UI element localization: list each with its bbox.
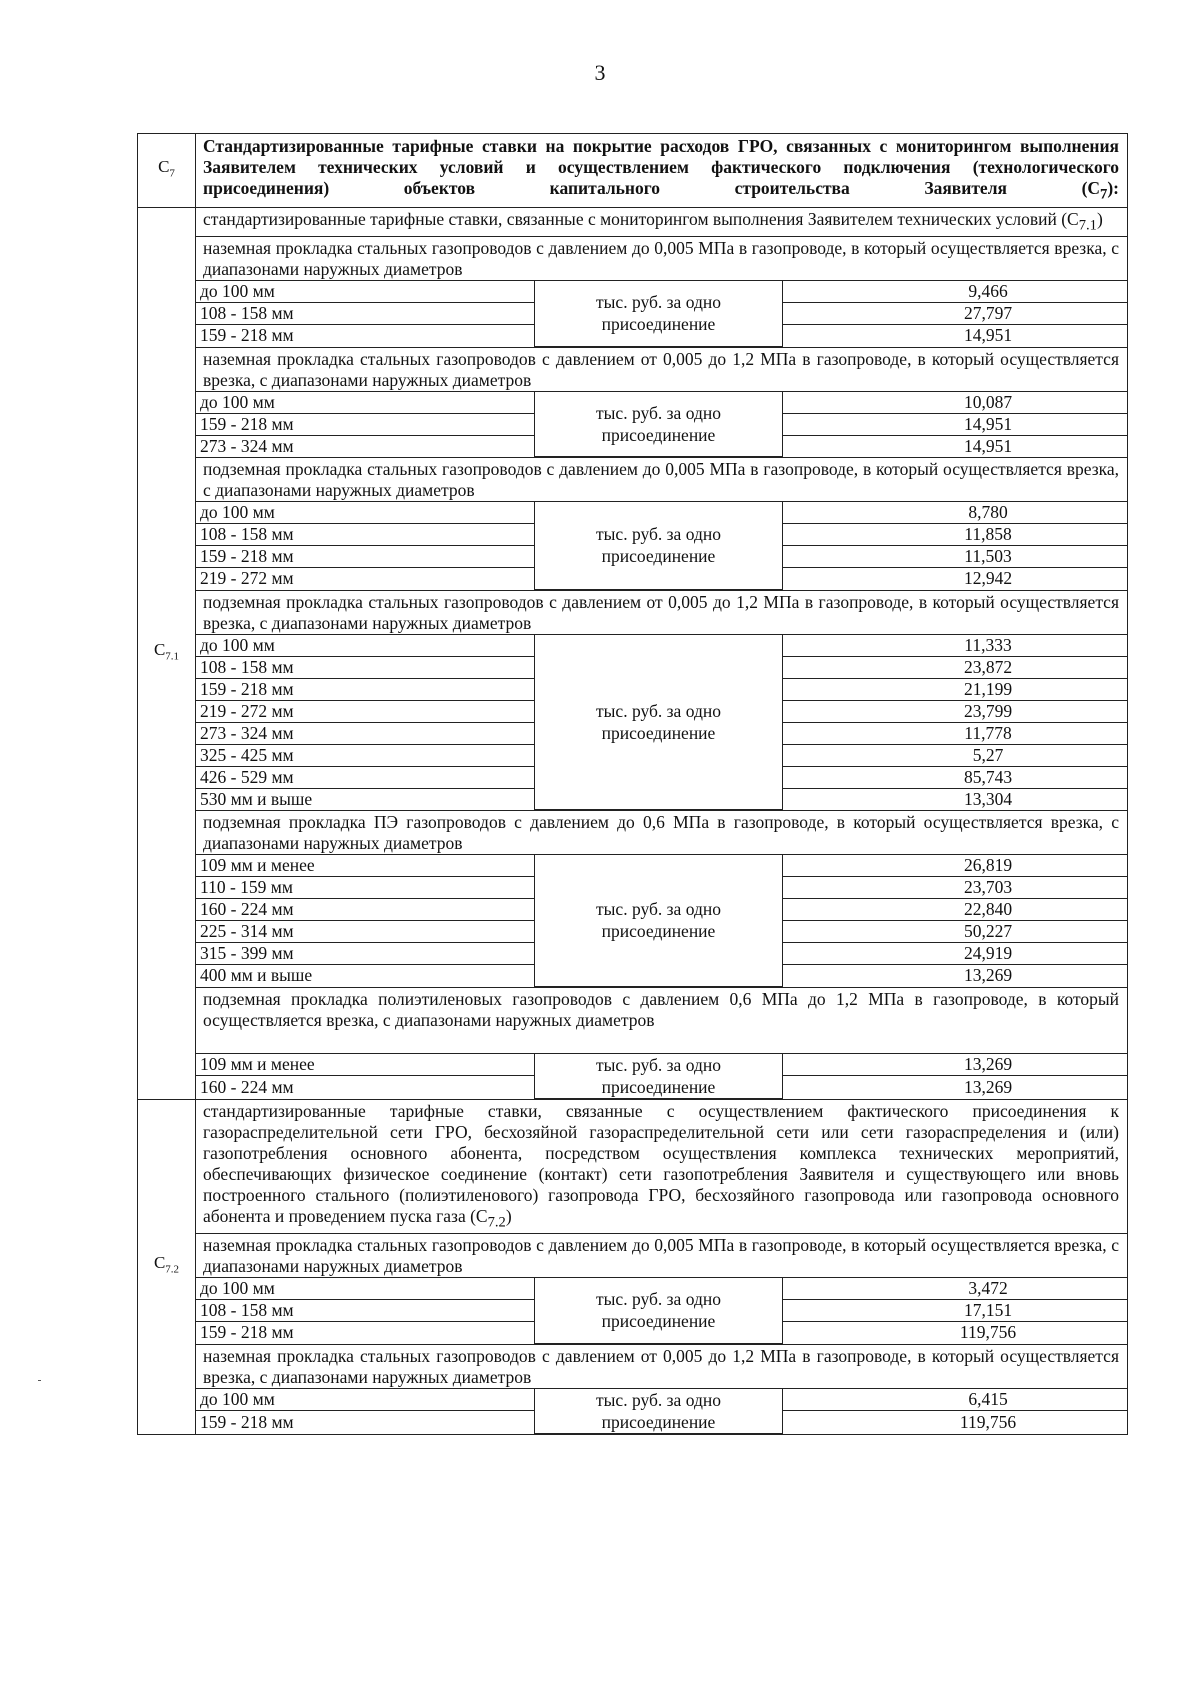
c72-intro-end: ) xyxy=(505,1205,512,1226)
rate-grid xyxy=(196,392,1127,458)
tariff-value: 22,840 xyxy=(783,899,1128,921)
diameter-range: 530 мм и выше xyxy=(196,788,535,810)
tariff-value: 11,858 xyxy=(783,524,1128,546)
diameter-range: до 100 мм xyxy=(196,1278,535,1300)
table-row xyxy=(196,1389,1127,1411)
unit-label-line2: присоединение xyxy=(601,546,716,567)
c71-code xyxy=(138,207,196,1099)
rate-grid xyxy=(196,635,1127,811)
tariff-value: 11,778 xyxy=(783,722,1128,744)
c71-intro-text: стандартизированные тарифные ставки, связанные с мониторингом выполнения Заявителем технических условий (С xyxy=(203,208,1079,229)
c71-content xyxy=(196,207,1128,1099)
diameter-range: 110 - 159 мм xyxy=(196,877,535,899)
tariff-value: 11,503 xyxy=(783,546,1128,568)
diameter-range: 159 - 218 мм xyxy=(196,1322,535,1344)
c7-row xyxy=(138,134,1128,208)
diameter-range: 325 - 425 мм xyxy=(196,744,535,766)
tariff-value: 85,743 xyxy=(783,766,1128,788)
tariff-value: 17,151 xyxy=(783,1300,1128,1322)
diameter-range: 108 - 158 мм xyxy=(196,524,535,546)
unit-label-line1: тыс. руб. за одно xyxy=(596,524,721,545)
diameter-range: до 100 мм xyxy=(196,635,535,657)
unit-label xyxy=(535,1278,783,1343)
tariff-value: 13,269 xyxy=(783,1054,1128,1076)
rate-group-title: наземная прокладка стальных газопроводов с давлением от 0,005 до 1,2 МПа в газопроводе, в который осуществляется врезка, с диапазонами наружных диаметров xyxy=(196,348,1127,392)
unit-label-line2: присоединение xyxy=(601,1411,716,1432)
unit-label-line1: тыс. руб. за одно xyxy=(596,1054,721,1075)
unit-label-line2: присоединение xyxy=(601,424,716,445)
tariff-value: 21,199 xyxy=(783,678,1128,700)
c71-row xyxy=(138,207,1128,1099)
rate-group xyxy=(196,591,1127,812)
tariff-value: 26,819 xyxy=(783,855,1128,877)
rate-group-title: наземная прокладка стальных газопроводов с давлением до 0,005 МПа в газопроводе, в который осуществляется врезка, с диапазонами наружных диаметров xyxy=(196,1234,1127,1278)
rate-group-title: наземная прокладка стальных газопроводов с давлением до 0,005 МПа в газопроводе, в который осуществляется врезка, с диапазонами наружных диаметров xyxy=(196,237,1127,281)
rate-group xyxy=(196,811,1127,988)
diameter-range: 273 - 324 мм xyxy=(196,435,535,457)
c7-heading xyxy=(203,134,1119,207)
diameter-range: 225 - 314 мм xyxy=(196,921,535,943)
c7-heading-end: ): xyxy=(1107,178,1119,198)
rate-group-title: подземная прокладка ПЭ газопроводов с давлением до 0,6 МПа в газопроводе, в который осуществляется врезка, с диапазонами наружных диаметров xyxy=(196,811,1127,855)
unit-label-line2: присоединение xyxy=(601,1311,716,1332)
tariff-value: 23,872 xyxy=(783,656,1128,678)
tariff-value: 50,227 xyxy=(783,921,1128,943)
tariff-value: 23,799 xyxy=(783,700,1128,722)
tariff-value: 23,703 xyxy=(783,877,1128,899)
unit-label-line2: присоединение xyxy=(601,722,716,743)
rate-grid xyxy=(196,281,1127,347)
rate-group xyxy=(196,348,1127,459)
diameter-range: 109 мм и менее xyxy=(196,855,535,877)
rate-group xyxy=(196,988,1127,1099)
diameter-range: 426 - 529 мм xyxy=(196,766,535,788)
tariff-value: 27,797 xyxy=(783,303,1128,325)
tariff-value: 119,756 xyxy=(783,1322,1128,1344)
c7-heading-sub: 7 xyxy=(1100,186,1108,203)
tariff-value: 13,269 xyxy=(783,965,1128,987)
tariff-value: 14,951 xyxy=(783,413,1128,435)
c7-code xyxy=(138,134,196,208)
c7-code-letter: С xyxy=(158,157,170,177)
c72-groups xyxy=(196,1234,1127,1434)
tariff-value: 24,919 xyxy=(783,943,1128,965)
c71-code-sub: 7.1 xyxy=(165,650,180,663)
tariff-value: 11,333 xyxy=(783,635,1128,657)
diameter-range: 159 - 218 мм xyxy=(196,413,535,435)
scan-artifact xyxy=(38,1380,41,1381)
unit-label-line2: присоединение xyxy=(601,1076,716,1097)
diameter-range: до 100 мм xyxy=(196,1389,535,1411)
tariff-value: 5,27 xyxy=(783,744,1128,766)
rate-grid xyxy=(196,1278,1127,1344)
table-row xyxy=(196,1054,1127,1076)
tariff-value: 119,756 xyxy=(783,1411,1128,1433)
spacer xyxy=(196,1031,1127,1054)
unit-label xyxy=(535,502,783,589)
rate-grid xyxy=(196,1389,1127,1434)
diameter-range: 160 - 224 мм xyxy=(196,899,535,921)
c72-intro xyxy=(196,1100,1127,1235)
diameter-range: 159 - 218 мм xyxy=(196,678,535,700)
unit-label xyxy=(535,855,783,986)
tariff-value: 14,951 xyxy=(783,435,1128,457)
diameter-range: до 100 мм xyxy=(196,502,535,524)
unit-label-line2: присоединение xyxy=(601,314,716,335)
rate-group xyxy=(196,1234,1127,1345)
c7-heading-text: Стандартизированные тарифные ставки на покрытие расходов ГРО, связанных с мониторингом выполнения Заявителем технических условий и осуществлением фактического подключения (технологического присоединения) объектов капитального строительства Заявителя (С xyxy=(203,136,1119,198)
rate-group-title: подземная прокладка стальных газопроводов с давлением до 0,005 МПа в газопроводе, в который осуществляется врезка, с диапазонами наружных диаметров xyxy=(196,458,1127,502)
c71-intro-sub: 7.1 xyxy=(1078,217,1097,233)
rate-grid xyxy=(196,1054,1127,1099)
diameter-range: 159 - 218 мм xyxy=(196,325,535,347)
rate-grid xyxy=(196,855,1127,987)
diameter-range: 160 - 224 мм xyxy=(196,1076,535,1098)
table-row xyxy=(196,281,1127,303)
diameter-range: 108 - 158 мм xyxy=(196,303,535,325)
unit-label xyxy=(535,635,783,810)
diameter-range: 219 - 272 мм xyxy=(196,700,535,722)
rate-group-title: подземная прокладка стальных газопроводов с давлением от 0,005 до 1,2 МПа в газопроводе, в который осуществляется врезка, с диапазонами наружных диаметров xyxy=(196,591,1127,635)
diameter-range: 108 - 158 мм xyxy=(196,1300,535,1322)
unit-label-line2: присоединение xyxy=(601,921,716,942)
diameter-range: 159 - 218 мм xyxy=(196,1411,535,1433)
diameter-range: 159 - 218 мм xyxy=(196,546,535,568)
diameter-range: 109 мм и менее xyxy=(196,1054,535,1076)
diameter-range: 108 - 158 мм xyxy=(196,656,535,678)
c72-content xyxy=(196,1099,1128,1434)
c71-code-letter: С xyxy=(153,639,166,659)
tariff-value: 12,942 xyxy=(783,568,1128,590)
c71-intro-end: ) xyxy=(1096,208,1103,229)
unit-label-line1: тыс. руб. за одно xyxy=(596,292,721,313)
c72-code xyxy=(138,1099,196,1434)
tariff-value: 6,415 xyxy=(783,1389,1128,1411)
table-row xyxy=(196,392,1127,414)
unit-label xyxy=(535,1389,783,1434)
tariff-table xyxy=(137,133,1128,1435)
rate-group xyxy=(196,237,1127,348)
diameter-range: до 100 мм xyxy=(196,281,535,303)
table-row xyxy=(196,1278,1127,1300)
tariff-value: 13,269 xyxy=(783,1076,1128,1098)
tariff-value: 8,780 xyxy=(783,502,1128,524)
unit-label xyxy=(535,392,783,457)
tariff-value: 9,466 xyxy=(783,281,1128,303)
unit-label-line1: тыс. руб. за одно xyxy=(596,1289,721,1310)
c72-intro-sub: 7.2 xyxy=(487,1214,506,1230)
tariff-value: 14,951 xyxy=(783,325,1128,347)
c7-code-sub: 7 xyxy=(169,167,175,180)
unit-label-line1: тыс. руб. за одно xyxy=(596,1389,721,1410)
c72-row xyxy=(138,1099,1128,1434)
c72-intro-text: стандартизированные тарифные ставки, связанные с осуществлением фактического присоединения к газораспределительной сети ГРО, бесхозяйной газораспределительной сети или сети газораспределения и (или) газопотребления основного абонента, посредством осуществления комплекса технических мероприятий, обеспечивающих физическое соединение (контакт) сети газопотребления Заявителя и существующего или вновь построенного стального (полиэтиленового) газопровода ГРО, бесхозяйного газопровода или газопровода основного абонента и проведением пуска газа (С xyxy=(203,1100,1119,1226)
unit-label xyxy=(535,1054,783,1099)
rate-group-title: подземная прокладка полиэтиленовых газопроводов с давлением 0,6 МПа до 1,2 МПа в газопроводе, в который осуществляется врезка, с диапазонами наружных диаметров xyxy=(203,988,1119,1030)
page-number: 3 xyxy=(594,60,606,85)
diameter-range: 400 мм и выше xyxy=(196,965,535,987)
tariff-value: 13,304 xyxy=(783,788,1128,810)
diameter-range: 273 - 324 мм xyxy=(196,722,535,744)
unit-label xyxy=(535,281,783,346)
c71-intro xyxy=(196,208,1127,238)
unit-label-line1: тыс. руб. за одно xyxy=(596,899,721,920)
rate-group xyxy=(196,458,1127,591)
table-row xyxy=(196,635,1127,657)
diameter-range: 315 - 399 мм xyxy=(196,943,535,965)
c7-heading-cell xyxy=(196,134,1128,208)
diameter-range: до 100 мм xyxy=(196,392,535,414)
rate-group-title: наземная прокладка стальных газопроводов с давлением от 0,005 до 1,2 МПа в газопроводе, в который осуществляется врезка, с диапазонами наружных диаметров xyxy=(196,1345,1127,1389)
c72-code-sub: 7.2 xyxy=(165,1263,180,1276)
rate-grid xyxy=(196,502,1127,590)
diameter-range: 219 - 272 мм xyxy=(196,568,535,590)
tariff-value: 3,472 xyxy=(783,1278,1128,1300)
c72-code-letter: С xyxy=(153,1253,166,1273)
c71-groups xyxy=(196,237,1127,1099)
unit-label-line1: тыс. руб. за одно xyxy=(596,402,721,423)
tariff-value: 10,087 xyxy=(783,392,1128,414)
table-row xyxy=(196,502,1127,524)
table-row xyxy=(196,855,1127,877)
rate-group xyxy=(196,1345,1127,1434)
unit-label-line1: тыс. руб. за одно xyxy=(596,700,721,721)
